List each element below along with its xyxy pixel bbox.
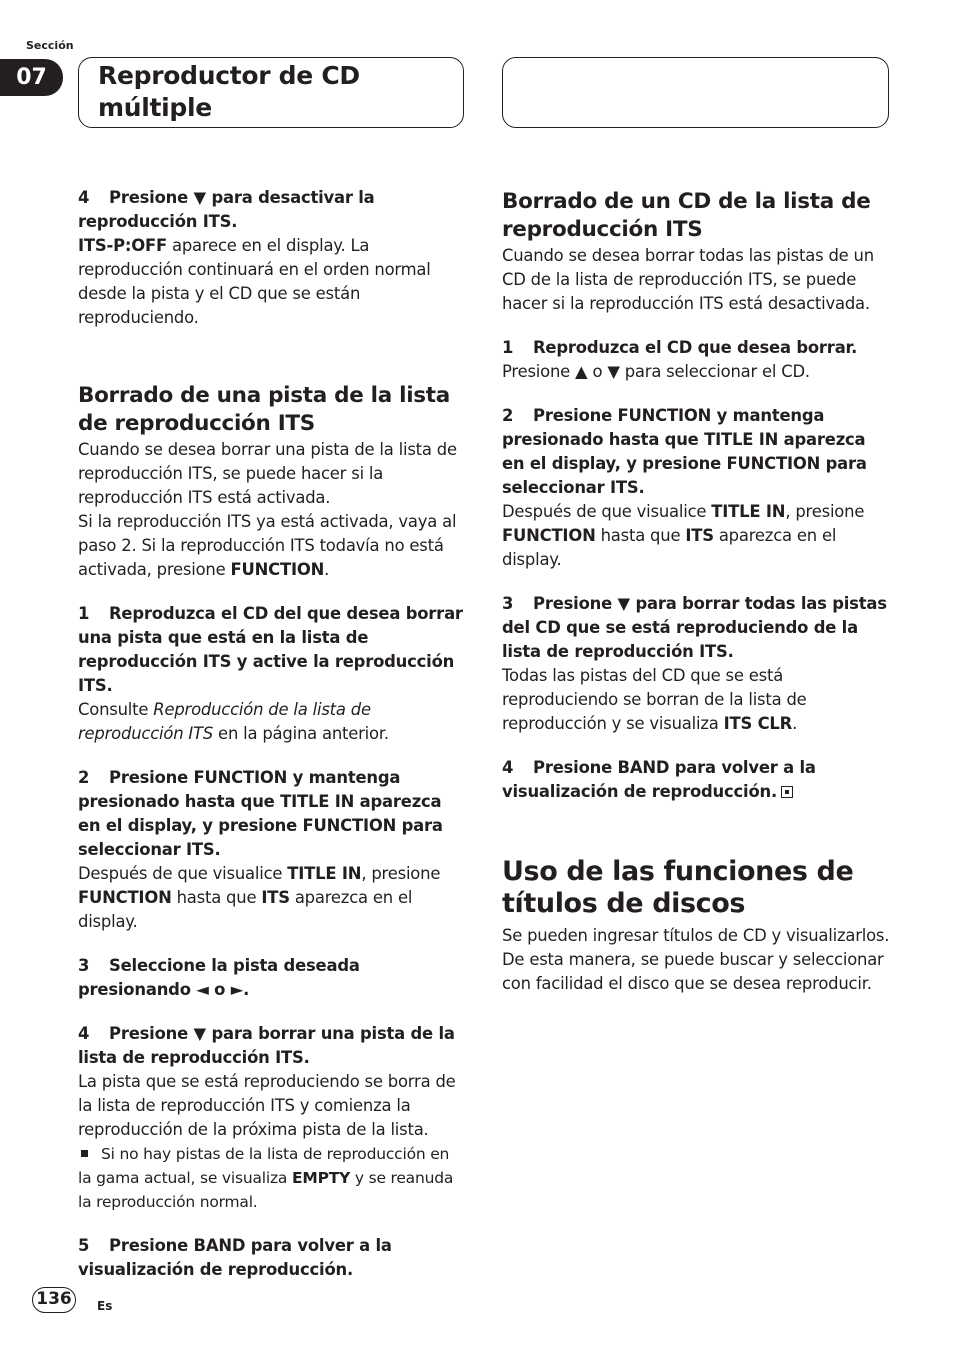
empty-header-box (502, 57, 889, 128)
step-4-note: Si no hay pistas de la lista de reproducción en la gama actual, se visualiza EMPTY y se reanuda la reproducción normal. (78, 1145, 454, 1211)
right-step-3: 3 Presione ▼ para borrar todas las pistas del CD que se está reproduciendo de la lista de reproducción ITS. (502, 594, 887, 661)
intro-paragraph-1: Cuando se desea borrar una pista de la lista de reproducción ITS, se puede hacer si la reproducción ITS está activada. (78, 440, 457, 507)
step-4: 4 Presione ▼ para borrar una pista de la lista de reproducción ITS. (78, 1024, 455, 1067)
right-step-2: 2 Presione FUNCTION y mantenga presionado hasta que TITLE IN aparezca en el display, y presione FUNCTION para seleccionar ITS. (502, 406, 867, 497)
main-section-title: Uso de las funciones de títulos de discos (502, 856, 854, 919)
step-1-body: Consulte Reproducción de la lista de reproducción ITS en la página anterior. (78, 700, 389, 743)
section-title-delete-cd: Borrado de un CD de la lista de reproducción ITS (502, 189, 871, 242)
chapter-title: Reproductor de CD múltiple (98, 61, 360, 122)
page-number: 136 (32, 1287, 76, 1313)
step-5: 5 Presione BAND para volver a la visualización de reproducción. (78, 1236, 392, 1279)
right-step-2-body: Después de que visualice TITLE IN, presione FUNCTION hasta que ITS aparezca en el display. (502, 502, 865, 569)
language-code: Es (97, 1299, 113, 1313)
section-label: Sección (26, 39, 74, 52)
intro-paragraph-2: Si la reproducción ITS ya está activada, vaya al paso 2. Si la reproducción ITS todavía no está activada, presione FUNCTION. (78, 512, 457, 579)
right-step-3-body: Todas las pistas del CD que se está reproduciendo se borran de la lista de reproducción y se visualiza ITS CLR. (502, 666, 807, 733)
step-1: 1 Reproduzca el CD del que desea borrar una pista que está en la lista de reproducción ITS y active la reproducción ITS. (78, 604, 463, 695)
step-2-body: Después de que visualice TITLE IN, presione FUNCTION hasta que ITS aparezca en el display. (78, 864, 441, 931)
step-4-delete-body: La pista que se está reproduciendo se borra de la lista de reproducción ITS y comienza la reproducción de la próxima pista de la lista. (78, 1072, 456, 1139)
step-2: 2 Presione FUNCTION y mantenga presionado hasta que TITLE IN aparezca en el display, y presione FUNCTION para seleccionar ITS. (78, 768, 443, 859)
step-4-body: ITS-P:OFF aparece en el display. La reproducción continuará en el orden normal desde la pista y el CD que se están reproduciendo. (78, 236, 431, 327)
step-3: 3 Seleccione la pista deseada presionando ◄ o ►. (78, 956, 360, 999)
main-section-body: Se pueden ingresar títulos de CD y visualizarlos. De esta manera, se puede buscar y seleccionar con facilidad el disco que se desea reproducir. (502, 926, 890, 993)
right-step-1-body: Presione ▲ o ▼ para seleccionar el CD. (502, 362, 810, 381)
section-number-badge: 07 (0, 59, 63, 96)
right-step-1: 1 Reproduzca el CD que desea borrar. (502, 338, 858, 357)
right-intro: Cuando se desea borrar todas las pistas de un CD de la lista de reproducción ITS, se puede hacer si la reproducción ITS está desactivada. (502, 246, 874, 313)
note-bullet-icon (81, 1150, 88, 1157)
end-of-section-icon (781, 786, 793, 798)
right-column (502, 188, 890, 996)
step-4-deactivate: 4 Presione ▼ para desactivar la reproducción ITS. (78, 188, 375, 231)
left-column (78, 186, 466, 1282)
section-title-delete-track: Borrado de una pista de la lista de reproducción ITS (78, 383, 450, 436)
right-step-4: 4 Presione BAND para volver a la visualización de reproducción. (502, 758, 816, 801)
